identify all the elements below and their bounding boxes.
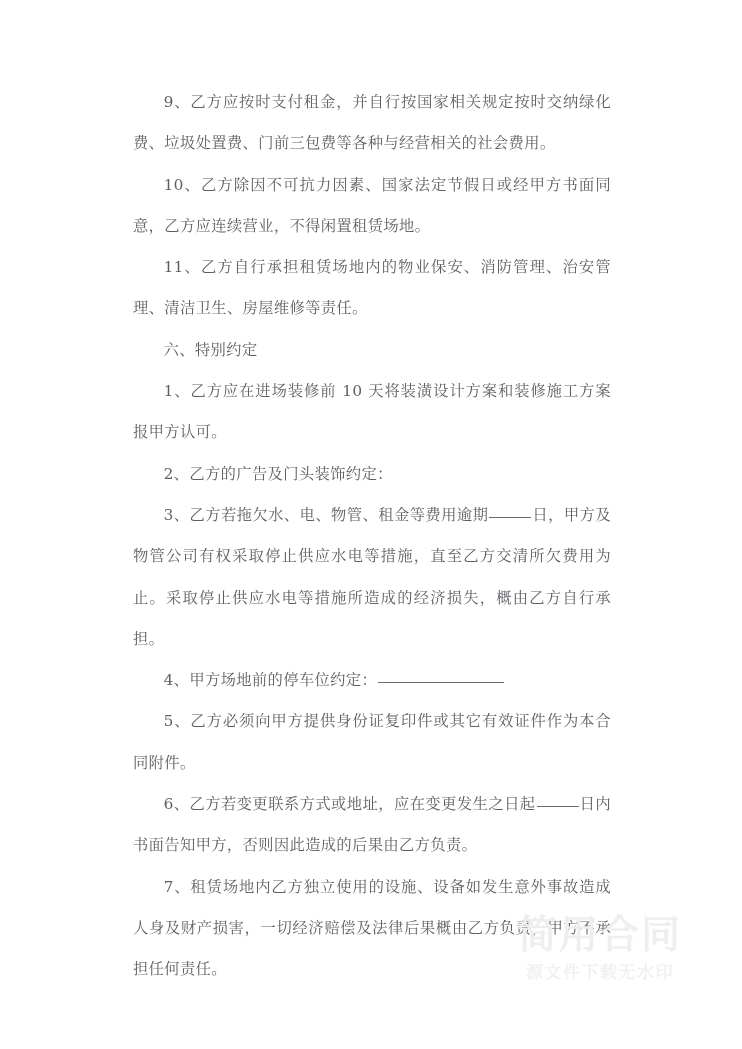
special-clause-paragraph-7: 7、租赁场地内乙方独立使用的设施、设备如发生意外事故造成人身及财产损害，一切经济赔偿及法律后果概由乙方负责，甲方不承担任何责任。: [133, 877, 611, 979]
fill-in-blank-parking-space[interactable]: [378, 682, 504, 683]
document-body: [133, 82, 611, 991]
special-clause-paragraph-2: 2、乙方的广告及门头装饰约定：: [163, 464, 393, 483]
clause-text-before-blank: 4、甲方场地前的停车位约定：: [163, 671, 378, 690]
special-clause-paragraph-6: [133, 784, 611, 867]
watermark-subtitle-text: 源文件下载无水印: [526, 963, 674, 983]
clause-paragraph-11: 11、乙方自行承担租赁场地内的物业保安、消防管理、治安管理、清洁卫生、房屋维修等责任。: [133, 258, 611, 318]
watermark-brand-text: 简用合同: [517, 913, 682, 958]
clause-paragraph-9: 9、乙方应按时支付租金，并自行按国家相关规定按时交纳绿化费、垃圾处置费、门前三包费等各种与经营相关的社会费用。: [133, 93, 611, 153]
clause-paragraph-10: 10、乙方除因不可抗力因素、国家法定节假日或经甲方书面同意，乙方应连续营业，不得闲置租赁场地。: [133, 175, 611, 235]
clause-text-after-blank: 日内书面告知甲方，否则因此造成的后果由乙方负责。: [133, 795, 611, 855]
clause-text-before-blank: 6、乙方若变更联系方式或地址，应在变更发生之日起: [163, 795, 536, 814]
fill-in-blank-overdue-days[interactable]: [489, 517, 531, 518]
clause-text-before-blank: 3、乙方若拖欠水、电、物管、租金等费用逾期: [163, 505, 489, 524]
section-heading-six: 六、特别约定: [163, 340, 258, 359]
special-clause-paragraph-5: 5、乙方必须向甲方提供身份证复印件或其它有效证件作为本合同附件。: [133, 712, 611, 772]
fill-in-blank-notice-days[interactable]: [537, 806, 579, 807]
special-clause-paragraph-1: 1、乙方应在进场装修前 10 天将装潢设计方案和装修施工方案报甲方认可。: [133, 382, 611, 442]
clause-text-after-blank: 日，甲方及物管公司有权采取停止供应水电等措施，直至乙方交清所欠费用为止。采取停止供应水电等措施所造成的经济损失，概由乙方自行承担。: [133, 505, 611, 648]
special-clause-paragraph-4: [133, 660, 611, 701]
special-clause-paragraph-3: [133, 495, 611, 660]
